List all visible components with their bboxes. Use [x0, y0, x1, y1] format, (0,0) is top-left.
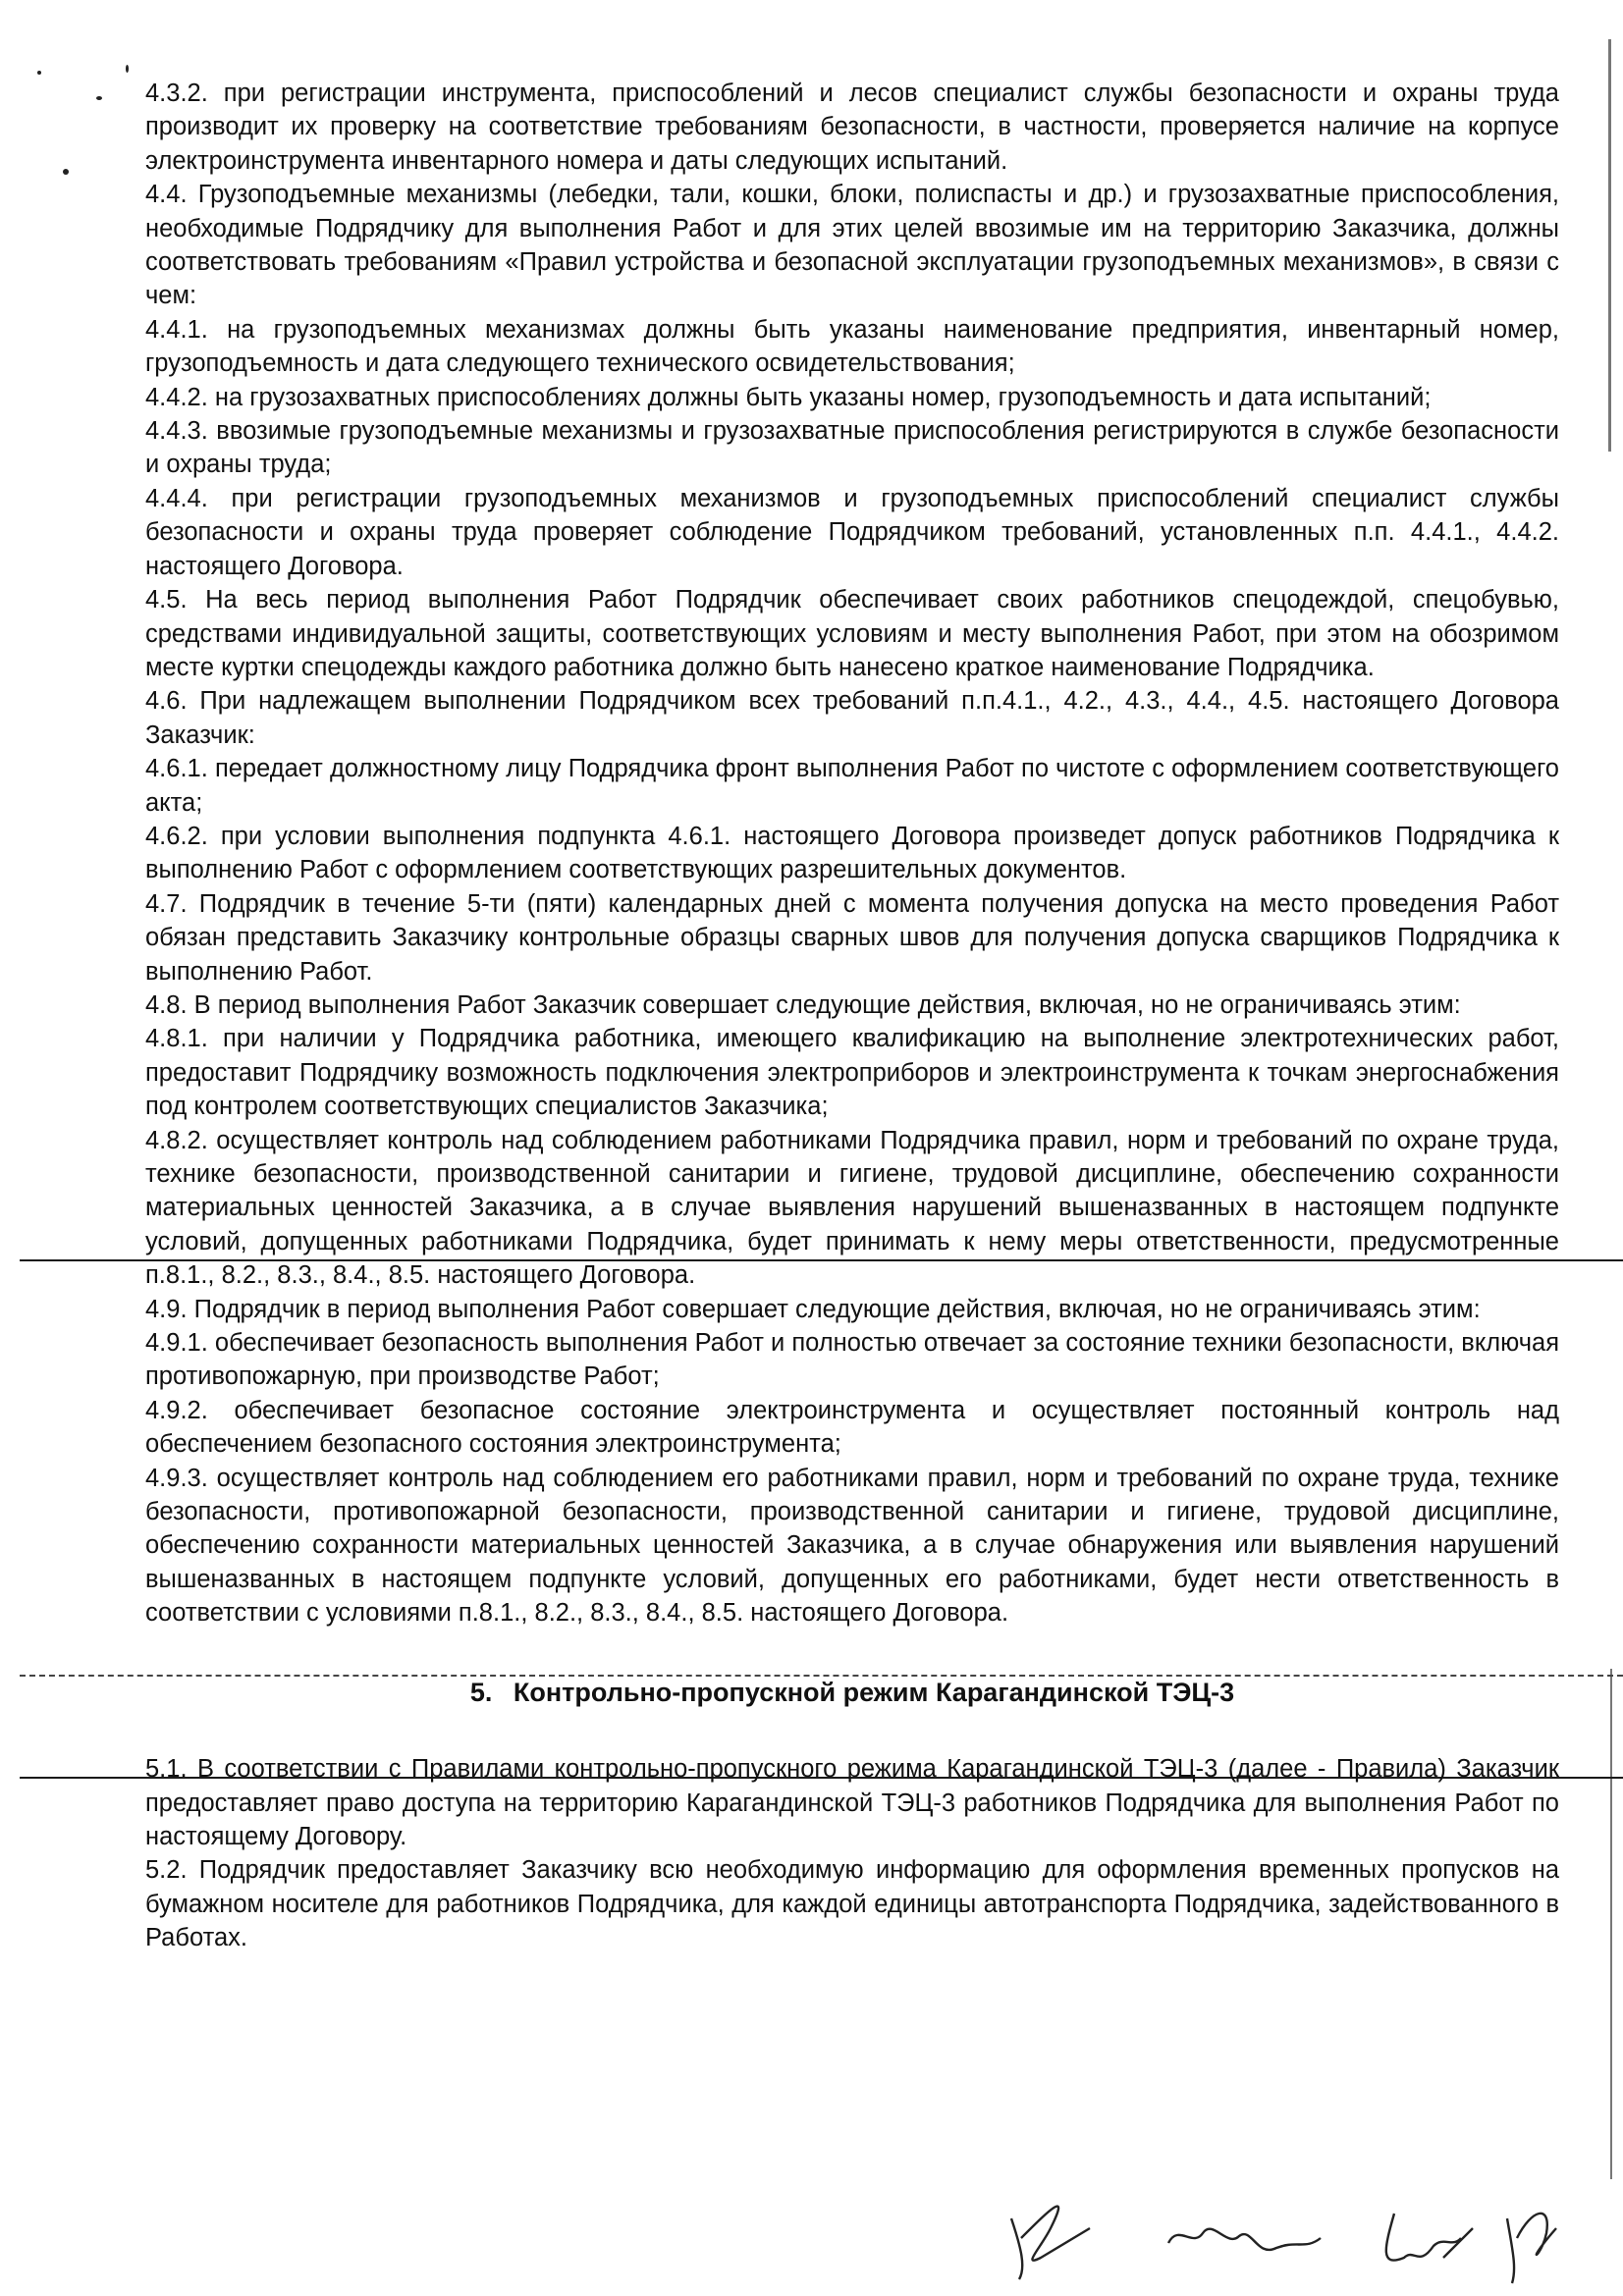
- scan-edge-mark: [1608, 39, 1611, 452]
- clause-4-4-3: 4.4.3. ввозимые грузоподъемные механизмы и грузозахватные приспособления регистрируются в службе безопасности и охраны труда;: [145, 417, 1559, 479]
- scan-speck: [126, 65, 129, 73]
- handwritten-signatures: [982, 2189, 1571, 2287]
- clause-4-8: 4.8. В период выполнения Работ Заказчик совершает следующие действия, включая, но не ограничиваясь этим:: [145, 990, 1461, 1019]
- clause-4-6-1: 4.6.1. передает должностному лицу Подрядчика фронт выполнения Работ по чистоте с оформлением соответствующего акта;: [145, 755, 1559, 817]
- clause-4-4-2: 4.4.2. на грузозахватных приспособлениях должны быть указаны номер, грузоподъемность и дата испытаний;: [145, 383, 1432, 411]
- clause-4-9-3: 4.9.3. осуществляет контроль над соблюдением его работниками правил, норм и требований по охране труда, технике безопасности, противопожарной безопасности, производственной санитарии и гигиене, трудовой дисциплине, обеспечению сохранности материальных ценностей Заказчика, а в случае обнаружения или выявления нарушений вышеназванных в настоящем подпункте условий, допущенных его работниками, будет нести ответственность в соответствии с условиями п.8.1., 8.2., 8.3., 8.4., 8.5. настоящего Договора.: [145, 1464, 1559, 1628]
- clause-4-4-4: 4.4.4. при регистрации грузоподъемных механизмов и грузоподъемных приспособлений специалист службы безопасности и охраны труда проверяет соблюдение Подрядчиком требований, установленных п.п. 4.4.1., 4.4.2. настоящего Договора.: [145, 484, 1559, 580]
- signature-initial-2: [1168, 2229, 1321, 2250]
- clause-4-3-2: 4.3.2. при регистрации инструмента, приспособлений и лесов специалист службы безопасности и охраны труда производит их проверку на соответствие требованиям безопасности, в частности, проверяется наличие на корпусе электроинструмента инвентарного номера и даты следующих испытаний.: [145, 80, 1559, 175]
- clause-4-9: 4.9. Подрядчик в период выполнения Работ совершает следующие действия, включая, но не ограничиваясь этим:: [145, 1295, 1481, 1323]
- clause-4-5: 4.5. На весь период выполнения Работ Подрядчик обеспечивает своих работников спецодеждой, спецобувью, средствами индивидуальной защиты, соответствующих условиям и месту выполнения Работ, при этом на обозримом месте куртки спецодежды каждого работника должно быть нанесено краткое наименование Подрядчика.: [145, 586, 1559, 681]
- clause-4-9-1: 4.9.1. обеспечивает безопасность выполнения Работ и полностью отвечает за состояние техники безопасности, включая противопожарную, при производстве Работ;: [145, 1329, 1559, 1391]
- clause-4-4-1: 4.4.1. на грузоподъемных механизмах должны быть указаны наименование предприятия, инвентарный номер, грузоподъемность и дата следующего технического освидетельствования;: [145, 315, 1559, 378]
- section-title: Контрольно-пропускной режим Карагандинской ТЭЦ-3: [513, 1677, 1235, 1707]
- clause-5-1: 5.1. В соответствии с Правилами контрольно-пропускного режима Карагандинской ТЭЦ-3 (далее - Правила) Заказчик предоставляет право доступа на территорию Карагандинской ТЭЦ-3 работников Подрядчика для выполнения Работ по настоящему Договору.: [145, 1755, 1559, 1850]
- scan-speck: [63, 169, 69, 175]
- scan-speck: [96, 96, 102, 100]
- scan-edge-mark: [1610, 1669, 1612, 2179]
- clause-4-9-2: 4.9.2. обеспечивает безопасное состояние электроинструмента и осуществляет постоянный контроль над обеспечением безопасного состояния электроинструмента;: [145, 1396, 1559, 1459]
- document-body: [145, 77, 1559, 1955]
- signature-initial-3: [1386, 2214, 1473, 2261]
- clause-4-6: 4.6. При надлежащем выполнении Подрядчиком всех требований п.п.4.1., 4.2., 4.3., 4.4., 4.5. настоящего Договора Заказчик:: [145, 687, 1559, 749]
- clause-4-6-2: 4.6.2. при условии выполнения подпункта 4.6.1. настоящего Договора произведет допуск работников Подрядчика к выполнению Работ с оформлением соответствующих разрешительных документов.: [145, 822, 1559, 884]
- scan-speck: [37, 71, 41, 75]
- clause-4-8-1: 4.8.1. при наличии у Подрядчика работника, имеющего квалификацию на выполнение электротехнических работ, предоставит Подрядчику возможность подключения электроприборов и электроинструмента к точкам энергоснабжения под контролем соответствующих специалистов Заказчика;: [145, 1025, 1559, 1121]
- signature-initial-1: [1011, 2207, 1090, 2279]
- clause-5-2: 5.2. Подрядчик предоставляет Заказчику всю необходимую информацию для оформления временных пропусков на бумажном носителе для работников Подрядчика, для каждой единицы автотранспорта Подрядчика, задействованного в Работах.: [145, 1856, 1559, 1952]
- section-5-heading: [145, 1676, 1559, 1709]
- clause-4-7: 4.7. Подрядчик в течение 5-ти (пяти) календарных дней с момента получения допуска на место проведения Работ обязан представить Заказчику контрольные образцы сварных швов для получения допуска сварщиков Подрядчика к выполнению Работ.: [145, 889, 1559, 986]
- section-number: 5.: [469, 1677, 493, 1707]
- clause-4-4: 4.4. Грузоподъемные механизмы (лебедки, тали, кошки, блоки, полиспасты и др.) и грузозахватные приспособления, необходимые Подрядчику для выполнения Работ и для этих целей ввозимые им на территорию Заказчика, должны соответствовать требованиям «Правил устройства и безопасной эксплуатации грузоподъемных механизмов», в связи с чем:: [145, 181, 1559, 310]
- clause-4-8-2: 4.8.2. осуществляет контроль над соблюдением работниками Подрядчика правил, норм и требований по охране труда, технике безопасности, производственной санитарии и гигиене, трудовой дисциплине, обеспечению сохранности материальных ценностей Заказчика, а в случае выявления нарушений вышеназванных в настоящем подпункте условий, допущенных работниками Подрядчика, будет принимать к нему меры ответственности, предусмотренные п.8.1., 8.2., 8.3., 8.4., 8.5. настоящего Договора.: [145, 1126, 1559, 1290]
- signature-initial-4: [1507, 2214, 1556, 2283]
